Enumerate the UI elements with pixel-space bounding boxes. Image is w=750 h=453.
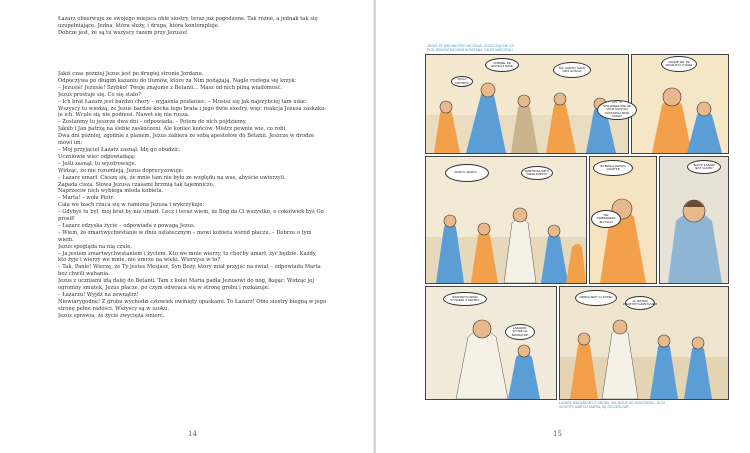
speech-bubble-1: DOBRZE, ŻE JESTEŚ Z NAMI! [485, 58, 519, 72]
text-line: Niewiarygodne! Z grobu wychodzi człowiek owinięty opaskami. To Łazarz! Obie siostry biegną w jego [58, 298, 327, 305]
text-line: Jezus prostuje się. Co się stało? [58, 91, 141, 98]
text-line: Dwa dni później, zgodnie z planem, Jezus zabiera ze sobą apostołów do Betanii. Jeszcze w drodze [58, 133, 315, 140]
speech-bubble-2: WITAJ, MISTRZU! [451, 76, 473, 87]
speech-bubble-3: TAK, MARTO, MAMY DZIŚ GOŚCIA [553, 62, 591, 78]
text-line: ogromny smutek, Jezus płacze, po czym odwraca się w stronę grobu i rozkazuje: [58, 285, 270, 292]
speech-bubble-5: CZY TO SPRAWIEDLIWE, ŻE MOJA SIOSTRA ZOSTAWIŁA MNIE SAMĄ? [597, 100, 637, 120]
text-line: Naprzeciw nich wybiega młoda kobieta. [58, 188, 164, 195]
text-line: – Mój przyjaciel Łazarz zasnął. Idę go obudzić. [58, 146, 181, 153]
comic-panel-5 [659, 156, 729, 284]
text-line: kto żyje i wierzy we mnie, nie umrze na wieki. Wierzysz w to? [58, 257, 221, 264]
text-line: – Jezusie! Jezusie! Szybko! Twoje znajome z Betanii… Masz od nich pilną wiadomość. [58, 84, 283, 91]
speech-bubble-14: JA JESTEM ZMARTWYCHWSTANIEM [625, 296, 655, 310]
text-block-1 [58, 16, 356, 37]
text-line: bez chwili wahania. [58, 271, 110, 278]
speech-bubble-12: ŁAZARZU! WYJDŹ NA ZEWNĄTRZ! [505, 324, 535, 340]
speech-bubble-11: NIEWIARYGODNE! WYSZEDŁ Z GROBU! [443, 292, 487, 306]
text-line: Dobrze jest, że są tu wszyscy razem przy Jezusie! [58, 29, 188, 36]
text-line: mówi im: [58, 140, 83, 147]
speech-bubble-6: MARTO, MARTO... [445, 164, 489, 182]
speech-bubble-7: MARTWISZ SIĘ O WIELE RZECZY [521, 166, 553, 180]
page-number-right: 15 [553, 430, 562, 438]
text-line: – Wiem, że zmartwychwstanie w dniu ostatecznym – mówi kobieta wśród płaczu. – Dobrze o tym [58, 229, 312, 236]
text-line: – Marta! – woła Piotr. [58, 195, 115, 202]
speech-bubble-8: WYBRAŁA LEPSZĄ CZĄSTKĘ [593, 160, 633, 176]
text-line: Zapada cisza. Słowa Jezusa czasami brzmią tak tajemniczo. [58, 181, 215, 188]
comic-panel-1 [425, 54, 629, 154]
comic-panel-6 [425, 286, 557, 400]
panel-6-art [426, 287, 556, 399]
panel-5-art [660, 157, 728, 283]
speech-bubble-9: NIE ODBIERZESZ JEJ TEGO [591, 210, 621, 228]
text-line: – Ja jestem zmartwychwstaniem i życiem. Kto we mnie wierzy, to choćby umarł, żyć będzie. Każdy, [58, 250, 317, 257]
text-line: Wszyscy tu wiedzą, że Jezus bardzo kocha tego brata i jego dwie siostry, więc reakcja Jezusa zaskaku- [58, 105, 327, 112]
left-page [0, 0, 374, 453]
speech-bubble-4: CIESZĘ SIĘ, ŻE MOGĘ BYĆ Z WAMI [661, 56, 697, 72]
text-line: – Zostańmy tu jeszcze dwa dni – odpowiada. – Potem do nich pójdziemy. [58, 119, 247, 126]
text-line: je ich. Wcale się nie podnosi. Nawet się nie rusza. [58, 112, 190, 119]
text-line: wiem. [58, 236, 74, 243]
text-line: Jezus z uczniami idą dalej do Betanii. Tam z kolei Maria padła Jezusowi do nóg, łkając. Widząc jej [58, 278, 314, 285]
panel-1-art [426, 55, 628, 153]
text-line: Jakiś czas później Jezus jest po drugiej stronie Jordanu. [58, 71, 204, 77]
page-number-left: 14 [188, 430, 197, 438]
comic-caption-top: JEZUS ZE SWOIMI PRZYJACIÓŁMI, GOSZCZĄCYMI GO POD JEDNYM DACHEM W BETANII, GDZIE MIESZKALI. [427, 44, 515, 52]
text-line: Cała we łzach rzuca się w ramiona Jezusa i wykrzykuje: [58, 202, 205, 209]
text-line: prosił! [58, 216, 76, 223]
text-block-2 [58, 71, 356, 320]
text-line: Jakub i Jan patrzą na siebie zaskoczeni. Ale koniec końców, Mistrz pewnie wie, co robi. [58, 126, 287, 133]
text-line: – Jeśli zasnął, to wyzdrowieje. [58, 160, 137, 167]
text-line: – Gdybyś tu był, mój brat by nie umarł. Lecz i teraz wiem, że Bóg da Ci wszystko, o cokolwiek byś Go [58, 209, 324, 216]
text-line: – Łazarz umarł. Cieszę się, że mnie tam nie było ze względu na was, abyście uwierzyli. [58, 174, 286, 181]
text-line: – Łazarz odzyska życie – odpowiada z powagą Jezus. [58, 222, 196, 229]
comic-caption-bottom: ŁAZARZ UWOLNIONY Z GROBU, BO JEZUS GO WSKRZESIŁ. JEGO SIOSTRY, MARTA I MARIA, SĄ SZCZĘŚLIWE. [559, 401, 666, 409]
comic-illustration [425, 44, 730, 410]
text-line: Odpoczywa po długim kazaniu do tłumów, które za Nim podążają. Nagle rozlega się krzyk: [58, 77, 297, 84]
text-line: – Tak, Panie! Wierzę, że Ty jesteś Mesjasz, Syn Boży, który miał przyjść na świat – odpowiada Marta [58, 264, 321, 271]
speech-bubble-13: DZIĘKUJEMY CI, PANIE! [575, 290, 617, 306]
text-line: Jezus sprawia, że życie zwycięża śmierć. [58, 312, 165, 319]
text-line: Widząc, że nie rozumieją, Jezus doprecyzowuje: [58, 167, 184, 174]
text-line: Łazarz obserwuje ze swojego miejsca obie siostry, teraz już pogodzone. Tak różne, a jednak tak się [58, 16, 318, 22]
text-line: Uczniowie wiec odpowiadają: [58, 153, 136, 160]
text-line: stronę pełne radości. Wszyscy są w szoku. [58, 305, 170, 312]
text-line: – Ich brat Łazarz jest bardzo chory – wyjaśnia posłaniec. – Musisz się jak najszybciej tam udać. [58, 98, 308, 105]
text-line: – Łazarzu! Wyjdź na zewnątrz! [58, 292, 139, 298]
speech-bubble-10: JEZUS! ŁAZARZ JEST CHORY! [687, 160, 721, 174]
text-line: Jezus spogląda na nią czule. [58, 243, 132, 250]
text-line: uzupełniające. Jedna, która służy, i druga, która kontempluje. [58, 22, 220, 29]
